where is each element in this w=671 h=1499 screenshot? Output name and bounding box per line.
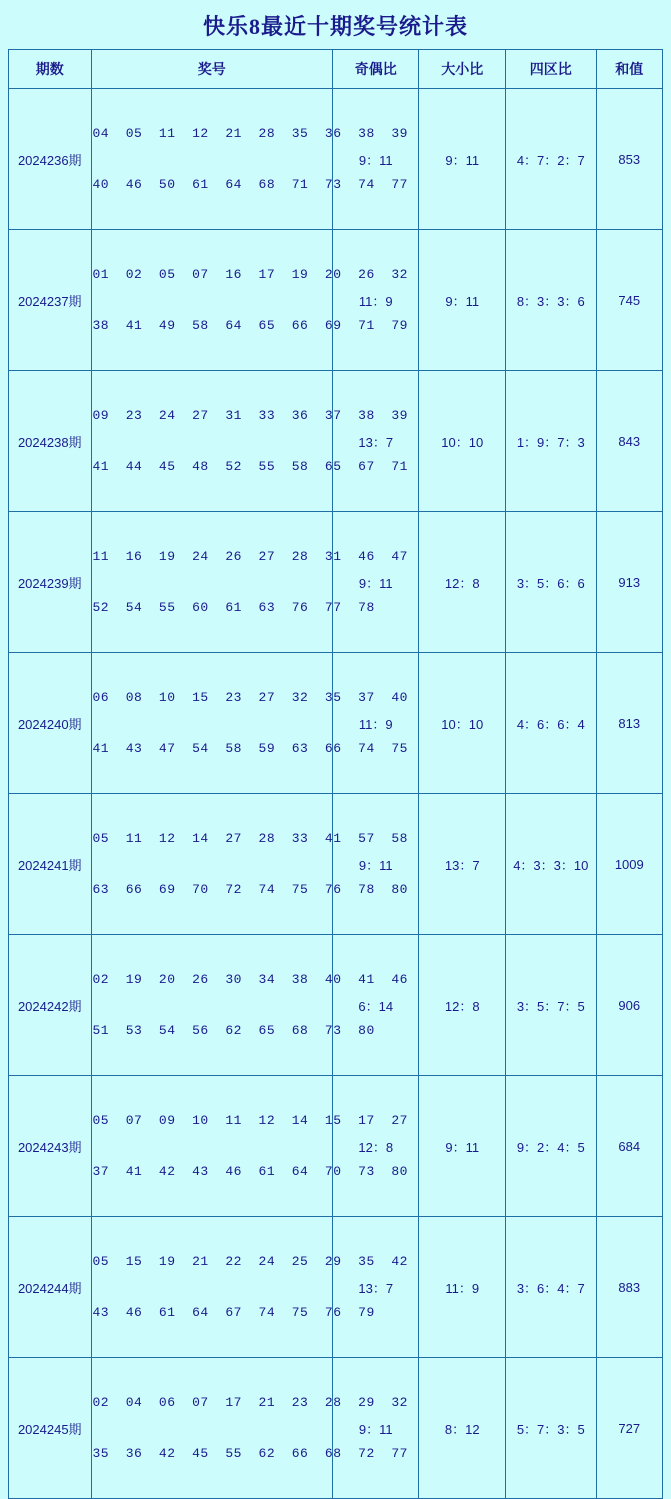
cell-zone-ratio: 1：9：7：3: [506, 371, 597, 512]
header-sum: 和值: [596, 50, 662, 89]
cell-big-small-ratio: 9：11: [419, 89, 506, 230]
cell-zone-ratio: 8：3：3：6: [506, 230, 597, 371]
table-body: [9, 89, 663, 1499]
table-row: [9, 371, 663, 512]
cell-zone-ratio: 4：3：3：10: [506, 794, 597, 935]
cell-odd-even-ratio: 12：8: [332, 1076, 419, 1217]
cell-sum: 906: [596, 935, 662, 1076]
numbers-line-2: 35 36 42 45 55 62 66 68 72 77: [92, 1446, 408, 1461]
cell-sum: 1009: [596, 794, 662, 935]
cell-sum: 843: [596, 371, 662, 512]
cell-zone-ratio: 9：2：4：5: [506, 1076, 597, 1217]
cell-odd-even-ratio: 11：9: [332, 230, 419, 371]
cell-period: 2024238期: [9, 371, 92, 512]
cell-period: 2024241期: [9, 794, 92, 935]
cell-odd-even-ratio: 13：7: [332, 371, 419, 512]
cell-odd-even-ratio: 11：9: [332, 653, 419, 794]
cell-big-small-ratio: 8：12: [419, 1358, 506, 1499]
cell-big-small-ratio: 12：8: [419, 935, 506, 1076]
lottery-statistics-table: [8, 49, 663, 1499]
cell-sum: 853: [596, 89, 662, 230]
table-row: [9, 935, 663, 1076]
header-odd-even-ratio: 奇偶比: [332, 50, 419, 89]
cell-period: 2024245期: [9, 1358, 92, 1499]
cell-big-small-ratio: 12：8: [419, 512, 506, 653]
cell-odd-even-ratio: 6：14: [332, 935, 419, 1076]
cell-sum: 883: [596, 1217, 662, 1358]
numbers-line-2: 38 41 49 58 64 65 66 69 71 79: [92, 318, 408, 333]
numbers-line-1: 05 07 09 10 11 12 14 15 17 27: [92, 1113, 408, 1128]
numbers-line-2: 43 46 61 64 67 74 75 76 79: [92, 1305, 375, 1320]
numbers-line-1: 11 16 19 24 26 27 28 31 46 47: [92, 549, 408, 564]
cell-period: 2024236期: [9, 89, 92, 230]
numbers-line-2: 41 43 47 54 58 59 63 66 74 75: [92, 741, 408, 756]
header-zone-ratio: 四区比: [506, 50, 597, 89]
numbers-line-2: 37 41 42 43 46 61 64 70 73 80: [92, 1164, 408, 1179]
numbers-line-2: 51 53 54 56 62 65 68 73 80: [92, 1023, 375, 1038]
numbers-line-2: 40 46 50 61 64 68 71 73 74 77: [92, 177, 408, 192]
cell-big-small-ratio: 9：11: [419, 1076, 506, 1217]
cell-period: 2024237期: [9, 230, 92, 371]
cell-odd-even-ratio: 9：11: [332, 512, 419, 653]
table-row: [9, 1358, 663, 1499]
numbers-line-1: 02 04 06 07 17 21 23 28 29 32: [92, 1395, 408, 1410]
numbers-line-1: 04 05 11 12 21 28 35 36 38 39: [92, 126, 408, 141]
cell-zone-ratio: 4：6：6：4: [506, 653, 597, 794]
cell-sum: 913: [596, 512, 662, 653]
cell-period: 2024243期: [9, 1076, 92, 1217]
numbers-line-1: 01 02 05 07 16 17 19 20 26 32: [92, 267, 408, 282]
cell-odd-even-ratio: 9：11: [332, 794, 419, 935]
numbers-line-2: 63 66 69 70 72 74 75 76 78 80: [92, 882, 408, 897]
header-big-small-ratio: 大小比: [419, 50, 506, 89]
cell-big-small-ratio: 11：9: [419, 1217, 506, 1358]
cell-zone-ratio: 4：7：2：7: [506, 89, 597, 230]
table-row: [9, 1076, 663, 1217]
cell-sum: 727: [596, 1358, 662, 1499]
cell-big-small-ratio: 13：7: [419, 794, 506, 935]
numbers-line-2: 41 44 45 48 52 55 58 65 67 71: [92, 459, 408, 474]
cell-sum: 745: [596, 230, 662, 371]
header-numbers: 奖号: [91, 50, 332, 89]
cell-odd-even-ratio: 9：11: [332, 1358, 419, 1499]
table-row: [9, 1217, 663, 1358]
cell-zone-ratio: 3：5：6：6: [506, 512, 597, 653]
numbers-line-2: 52 54 55 60 61 63 76 77 78: [92, 600, 375, 615]
table-header-row: [9, 50, 663, 89]
cell-period: 2024242期: [9, 935, 92, 1076]
cell-zone-ratio: 3：5：7：5: [506, 935, 597, 1076]
cell-period: 2024244期: [9, 1217, 92, 1358]
page-title: 快乐8最近十期奖号统计表: [202, 14, 468, 39]
numbers-line-1: 06 08 10 15 23 27 32 35 37 40: [92, 690, 408, 705]
cell-odd-even-ratio: 9：11: [332, 89, 419, 230]
cell-big-small-ratio: 9：11: [419, 230, 506, 371]
numbers-line-1: 09 23 24 27 31 33 36 37 38 39: [92, 408, 408, 423]
cell-sum: 813: [596, 653, 662, 794]
table-row: [9, 230, 663, 371]
cell-big-small-ratio: 10：10: [419, 653, 506, 794]
cell-odd-even-ratio: 13：7: [332, 1217, 419, 1358]
table-row: [9, 653, 663, 794]
cell-period: 2024240期: [9, 653, 92, 794]
table-row: [9, 89, 663, 230]
cell-big-small-ratio: 10：10: [419, 371, 506, 512]
table-row: [9, 512, 663, 653]
numbers-line-1: 02 19 20 26 30 34 38 40 41 46: [92, 972, 408, 987]
table-header: [9, 50, 663, 89]
numbers-line-1: 05 15 19 21 22 24 25 29 35 42: [92, 1254, 408, 1269]
table-row: [9, 794, 663, 935]
cell-period: 2024239期: [9, 512, 92, 653]
cell-zone-ratio: 3：6：4：7: [506, 1217, 597, 1358]
numbers-line-1: 05 11 12 14 27 28 33 41 57 58: [92, 831, 408, 846]
cell-sum: 684: [596, 1076, 662, 1217]
cell-zone-ratio: 5：7：3：5: [506, 1358, 597, 1499]
header-period: 期数: [9, 50, 92, 89]
